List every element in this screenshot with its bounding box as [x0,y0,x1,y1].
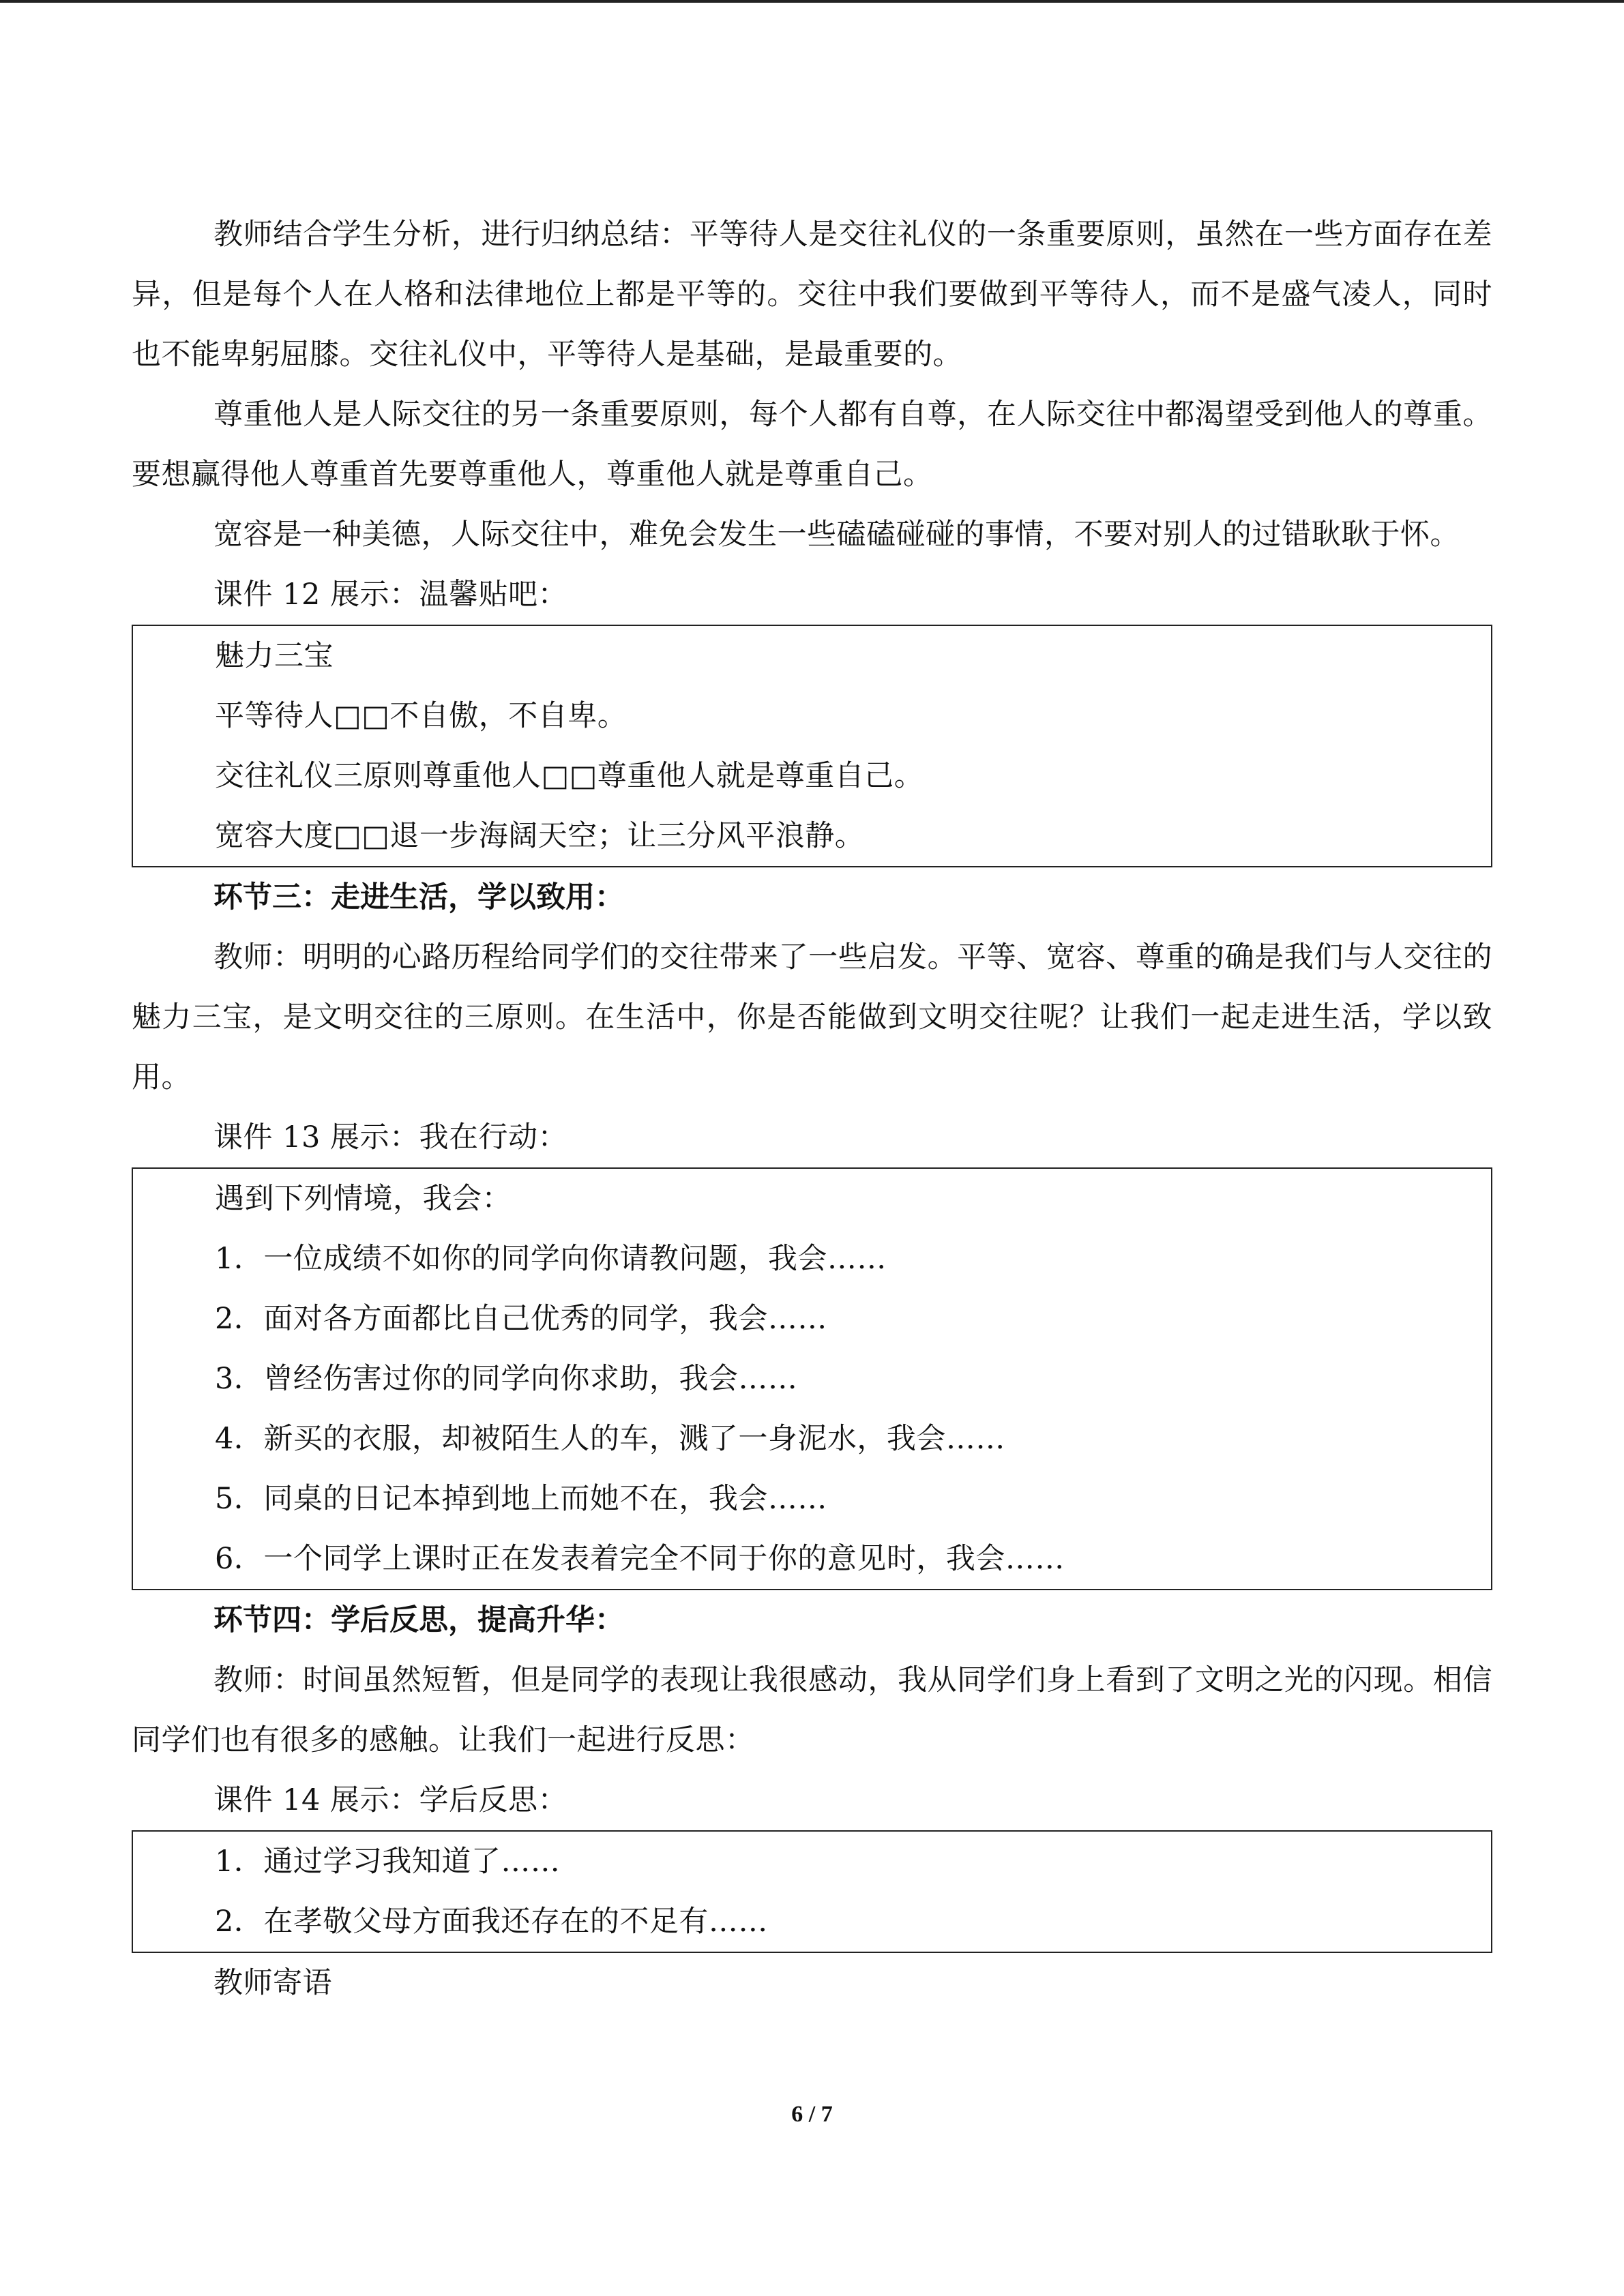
section-3-paragraph: 教师：明明的心路历程给同学们的交往带来了一些启发。平等、宽容、尊重的确是我们与人交往的魅力三宝，是文明交往的三原则。在生活中，你是否能做到文明交往呢？让我们一起走进生活，学以致用。 [132,940,1492,1094]
courseware-14-label: 课件 14 展示：学后反思： [213,1783,568,1817]
section-3-heading: 环节三：走进生活，学以致用： [213,880,624,914]
courseware-12-box [132,625,1492,867]
box1-line: 宽容大度□□退一步海阔天空；让三分风平浪静。 [215,819,865,853]
section-4-heading: 环节四：学后反思，提高升华： [213,1603,624,1637]
box2-line: 4．新买的衣服，却被陌生人的车，溅了一身泥水，我会…… [215,1422,1005,1456]
teacher-message-label: 教师寄语 [213,1966,332,2000]
box2-line: 6．一个同学上课时正在发表着完全不同于你的意见时，我会…… [215,1542,1065,1576]
box2-line: 5．同桌的日记本掉到地上而她不在，我会…… [215,1482,827,1516]
paragraph-respect: 尊重他人是人际交往的另一条重要原则，每个人都有自尊，在人际交往中都渴望受到他人的尊重。要想赢得他人尊重首先要尊重他人，尊重他人就是尊重自己。 [132,398,1492,492]
page-number: 6 / 7 [791,2102,833,2127]
courseware-12-label: 课件 12 展示：温馨贴吧： [213,578,568,612]
courseware-14-box [132,1830,1492,1953]
box1-line: 平等待人□□不自傲，不自卑。 [215,699,628,733]
paragraph-tolerance: 宽容是一种美德，人际交往中，难免会发生一些磕磕碰碰的事情，不要对别人的过错耿耿于怀。 [213,518,1460,552]
paragraph-summary: 教师结合学生分析，进行归纳总结：平等待人是交往礼仪的一条重要原则，虽然在一些方面存在差异，但是每个人在人格和法律地位上都是平等的。交往中我们要做到平等待人，而不是盛气凌人，同时也不能卑躬屈膝。交往礼仪中，平等待人是基础，是最重要的。 [132,218,1492,372]
top-border-line [0,0,1624,3]
courseware-13-label: 课件 13 展示：我在行动： [213,1120,568,1154]
document-body [132,205,1492,2013]
box2-line: 3．曾经伤害过你的同学向你求助，我会…… [215,1362,798,1396]
section-4-paragraph: 教师：时间虽然短暂，但是同学的表现让我很感动，我从同学们身上看到了文明之光的闪现。相信同学们也有很多的感触。让我们一起进行反思： [132,1663,1492,1757]
courseware-13-box [132,1167,1492,1590]
box1-line: 魅力三宝 [215,639,334,673]
box2-line: 2．面对各方面都比自己优秀的同学，我会…… [215,1302,827,1336]
box3-line: 1．通过学习我知道了…… [215,1845,561,1879]
box3-line: 2．在孝敬父母方面我还存在的不足有…… [215,1905,768,1939]
box2-line: 1．一位成绩不如你的同学向你请教问题，我会…… [215,1242,887,1276]
box2-line: 遇到下列情境，我会： [215,1182,512,1216]
box1-line: 交往礼仪三原则尊重他人□□尊重他人就是尊重自己。 [215,759,924,793]
